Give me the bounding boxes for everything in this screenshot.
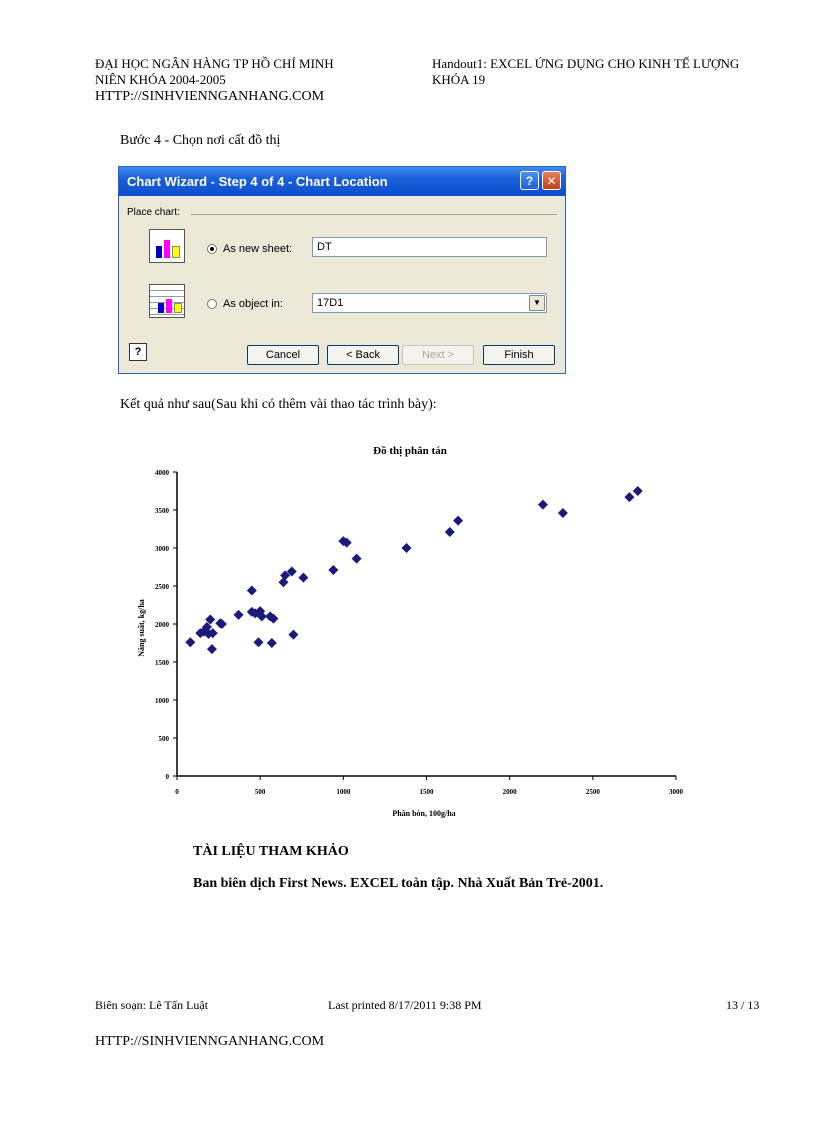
footer-url: HTTP://SINHVIENNGANHANG.COM [95,1034,325,1049]
result-text: Kết quả như sau(Sau khi có thêm vài thao tác trình bày): [120,397,437,412]
university-name: ĐẠI HỌC NGÂN HÀNG TP HỒ CHÍ MINH [95,56,334,71]
place-chart-label: Place chart: [127,207,180,218]
scatter-point [185,637,195,647]
academic-year: NIÊN KHÓA 2004-2005 [95,72,226,87]
help-icon[interactable]: ? [520,171,539,190]
y-tick-label: 3000 [155,545,169,553]
course-label: KHÓA 19 [432,72,486,87]
embedded-chart-icon [149,284,185,318]
scatter-point [453,516,463,526]
dialog-titlebar [119,167,565,196]
new-sheet-label: As new sheet: [223,243,293,255]
scatter-point [278,577,288,587]
scatter-point [267,638,277,648]
x-axis-label: Phân bón, 100g/ha [392,809,456,818]
x-tick-label: 2000 [502,788,517,796]
scatter-point [298,573,308,583]
x-tick-label: 3000 [669,788,683,796]
object-in-label: As object in: [223,298,283,310]
chart-title: Đồ thị phân tán [373,445,447,457]
scatter-point [402,543,412,553]
object-in-radio[interactable] [207,299,217,309]
scatter-point [328,565,338,575]
step-heading: Bước 4 - Chọn nơi cất đồ thị [120,133,281,148]
header-url: HTTP://SINHVIENNGANHANG.COM [95,89,325,104]
new-sheet-radio[interactable] [207,244,217,254]
scatter-chart [130,440,690,820]
chevron-down-icon[interactable]: ▼ [529,295,545,311]
scatter-point [633,486,643,496]
scatter-point [624,492,634,502]
y-tick-label: 2500 [155,583,169,591]
handout-title: Handout1: EXCEL ỨNG DỤNG CHO KINH TẾ LƯỢNG [432,56,740,71]
object-in-value: 17D1 [317,297,344,309]
scatter-point [288,630,298,640]
y-tick-label: 2000 [155,621,169,629]
x-tick-label: 500 [254,788,266,796]
group-divider [191,214,557,215]
header-left [95,56,334,106]
y-tick-label: 0 [165,773,169,781]
scatter-point [207,644,217,654]
scatter-point [352,554,362,564]
y-axis-label: Năng suất, kg/ha [137,599,146,657]
x-tick-label: 1500 [419,788,434,796]
reference-item: Ban biên dịch First News. EXCEL toàn tập. Nhà Xuất Bản Trẻ-2001. [193,876,604,891]
chart-wizard-dialog [118,166,566,374]
back-button[interactable]: < Back [327,345,399,365]
x-tick-label: 2500 [585,788,600,796]
object-in-select[interactable] [312,293,547,313]
y-tick-label: 3500 [155,507,169,515]
close-icon[interactable]: ✕ [542,171,561,190]
y-tick-label: 4000 [155,469,169,477]
scatter-point [538,500,548,510]
as-object-in-option[interactable] [207,298,283,310]
next-button[interactable]: Next > [402,345,474,365]
finish-button[interactable]: Finish [483,345,555,365]
as-new-sheet-option[interactable] [207,243,292,255]
new-sheet-chart-icon [149,229,185,263]
footer-page-number: 13 / 13 [726,998,760,1012]
y-tick-label: 1500 [155,659,169,667]
y-tick-label: 1000 [155,697,169,705]
scatter-point [254,637,264,647]
scatter-point [558,508,568,518]
new-sheet-name-input[interactable]: DT [312,237,547,257]
scatter-point [247,586,257,596]
footer-author: Biên soạn: Lê Tấn Luật [95,998,209,1012]
x-tick-label: 0 [175,788,179,796]
cancel-button[interactable]: Cancel [247,345,319,365]
scatter-point [445,527,455,537]
scatter-point [234,610,244,620]
footer-printed: Last printed 8/17/2011 9:38 PM [328,998,482,1012]
question-icon[interactable]: ? [129,343,147,361]
references-title: TÀI LIỆU THAM KHẢO [193,844,349,859]
header-right [432,56,739,88]
y-tick-label: 500 [158,735,169,743]
x-tick-label: 1000 [336,788,351,796]
dialog-title: Chart Wizard - Step 4 of 4 - Chart Location [127,174,388,189]
